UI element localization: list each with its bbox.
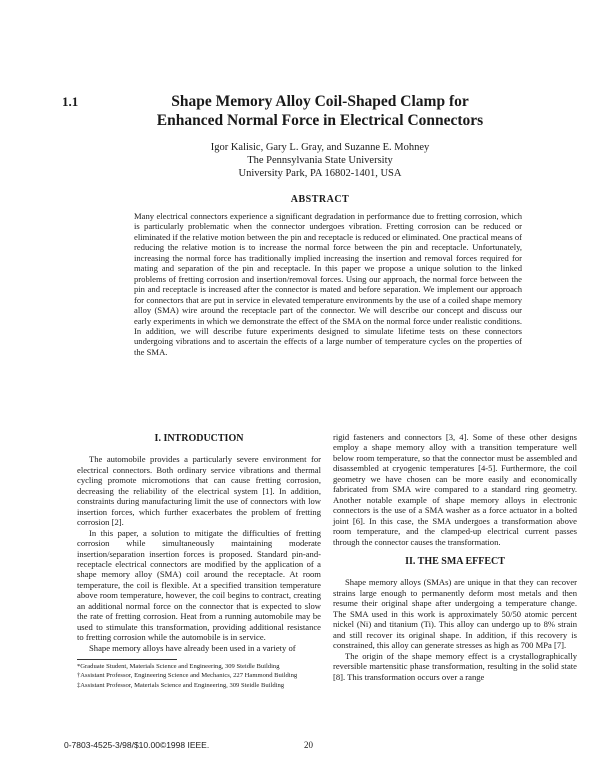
introduction-heading: I. INTRODUCTION — [154, 433, 244, 444]
title-line-1: Shape Memory Alloy Coil-Shaped Clamp for — [171, 93, 469, 110]
paper-title — [120, 92, 520, 130]
author-names: Igor Kalisic, Gary L. Gray, and Suzanne E. Mohney — [210, 142, 430, 153]
footnotes — [77, 663, 321, 690]
author-location: University Park, PA 16802-1401, USA — [238, 168, 402, 179]
footnote-1: *Graduate Student, Materials Science and Engineering, 309 Steidle Building — [77, 663, 280, 671]
title-line-2: Enhanced Normal Force in Electrical Connectors — [156, 112, 484, 129]
author-block — [120, 141, 520, 180]
right-column — [333, 432, 577, 682]
sma-paragraph-2: The origin of the shape memory effect is a crystallographically reversible martensitic phase transformation, resulting in the solid state [8]. This transformation occurs over a range — [333, 650, 577, 682]
footnote-2: †Assistant Professor, Engineering Science and Mechanics, 227 Hammond Building — [77, 672, 298, 680]
page-number: 20 — [304, 740, 313, 750]
intro-paragraph-2: In this paper, a solution to mitigate the difficulties of fretting corrosion while simultaneously maintaining moderate insertion/separation insertion forces is proposed. Standard pin-and-receptacle electrical connectors are modified by the application of a shape memory alloy (SMA) coil around the receptacle. At room temperature, the coil is flexible. At a specified transition temperature above room temperature, however, the coil begins to contract, creating an additional normal force on the connector that is expected to slow the rate of fretting corrosion. Heat from a running automobile may be used to stimulate this transformation, providing additional resistance to fretting corrosion while the automobile is in service. — [77, 527, 321, 643]
intro-paragraph-3: Shape memory alloys have already been used in a variety of — [89, 642, 296, 653]
abstract-heading: ABSTRACT — [290, 194, 350, 205]
copyright-isbn: 0-7803-4525-3/98/$10.00©1998 IEEE. — [64, 740, 210, 750]
sma-paragraph-1: Shape memory alloys (SMAs) are unique in that they can recover strains large enough to permanently deform most metals and then resume their original shape after undergoing a temperature change. The SMA used in this work is approximately 50/50 atomic percent nickel (Ni) and titanium (Ti). This alloy can undergo up to 8% strain and still recover its original shape. In addition, if this recovery is constrained, this alloy can generate stresses as high as 700 MPa [7]. — [333, 577, 577, 651]
intro-paragraph-1: The automobile provides a particularly severe environment for electrical connectors. Both ordinary service vibrations and thermal cycling promote micromotions that can cause fretting corrosion, decreasing the reliability of the electrical system [1]. In addition, constraints during manufacturing limit the use of connectors with low insertion forces, which further exacerbates the problem of fretting corrosion [2]. — [77, 454, 321, 528]
abstract-text: Many electrical connectors experience a significant degradation in performance due to fretting corrosion, which is particularly problematic when the connector undergoes vibration. Fretting corrosion can be reduced or eliminated if the relative motion between the pin and receptacle is reduced or eliminated. One practical means of reducing the relative motion is to increase the normal force between the pin and receptacle. Unfortunately, increasing the normal force has traditionally implied increasing the insertion and removal forces required for mating and separation of the pin and receptacle. In this paper we propose a unique solution to the linked problems of fretting corrosion and insertion/removal forces. Using our approach, the normal force between the pin and receptacle is increased after the connector is mated and before separation. We implement our approach for connectors that are put in service in elevated temperature environments by the use of a coiled shape memory alloy (SMA) wire around the receptacle part of the connector. We will describe our concept and discuss our early experiments in which we demonstrate the effect of the SMA on the normal force under realistic conditions. In addition, we will describe future experiments designed to simulate lifetime tests on these connectors undergoing vibrations and to ascertain the effects of a large number of temperature cycles on the properties of the SMA. — [134, 211, 522, 357]
intro-continued-paragraph: rigid fasteners and connectors [3, 4]. Some of these other designs employ a shape memory alloy with a transition temperature well below room temperature, so that the connector must be assembled and disassembled at cryogenic temperatures [4-5]. Furthermore, the coil geometry we have chosen can be more easily and economically fabricated from SMA wire compared to a standard ring geometry. Another notable example of shape memory alloys in electronic connectors is the use of a SMA washer as a force actuator in a bolted joint [6]. In this case, the SMA undergoes a transformation above room temperature, and the clamped-up electrical current passes through the connector causes the transformation. — [333, 432, 577, 547]
footnote-3: ‡Assistant Professor, Materials Science and Engineering, 309 Steidle Building — [77, 681, 285, 689]
sma-effect-heading: II. THE SMA EFFECT — [405, 555, 505, 567]
left-column — [77, 432, 321, 691]
author-affiliation: The Pennsylvania State University — [247, 155, 393, 166]
section-number: 1.1 — [62, 94, 79, 109]
footnote-divider — [77, 659, 177, 660]
